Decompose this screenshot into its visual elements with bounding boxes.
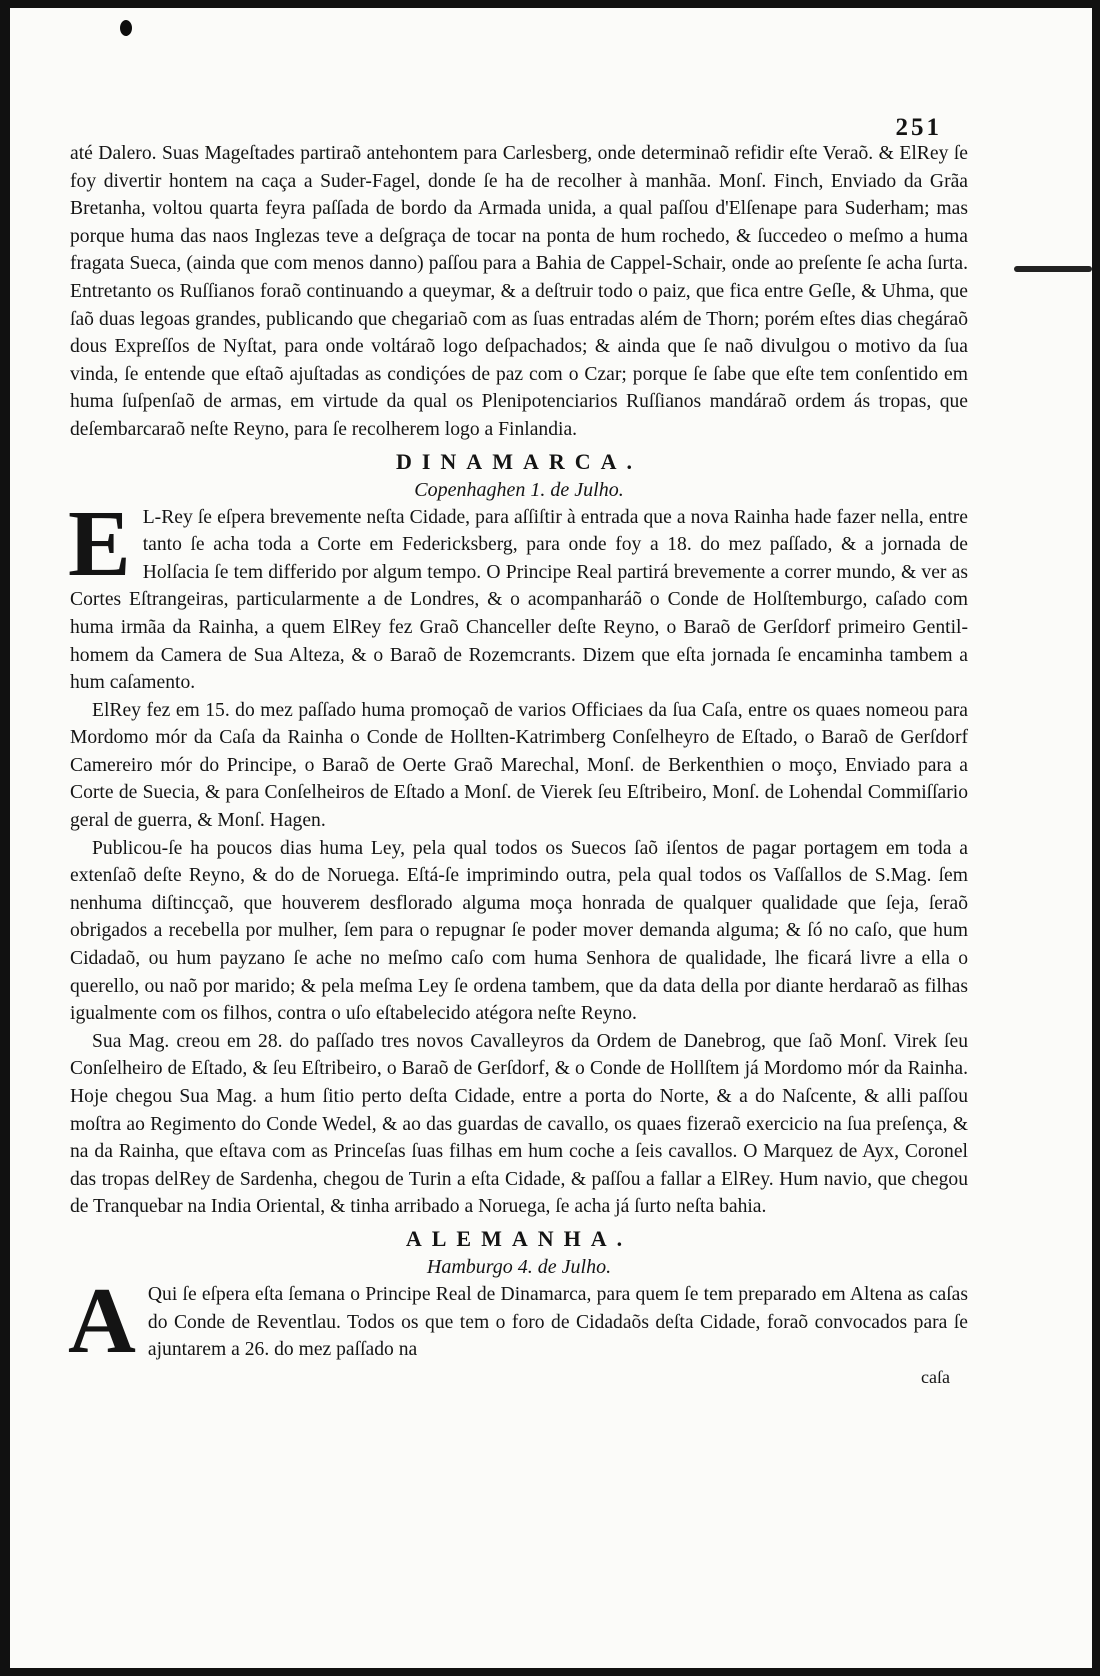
paragraph-alemanha-1 [68, 1268, 968, 1373]
newspaper-page [10, 8, 1092, 1668]
scan-border-top [0, 0, 1100, 8]
paragraph-dinamarca-3: Publicou-ſe ha poucos dias huma Ley, pela qual todos os Suecos ſaõ iſentos de pagar portagem em toda a extenſaõ deſte Reyno, & do de Noruega. Eſtá-ſe imprimindo outra, pela qual todos os Vaſſallos de S.Mag. ſem nenhuma diſtincçaõ, que houverem desflorado alguma moça honrada de qualquer qualidade que ſeja, ſeraõ obrigados a recebella por mulher, ſem para o repugnar ſe poder mover demanda alguma; & ſó no caſo, que hum Cidadaõ, ou hum payzano ſe ache no meſmo caſo com huma Senhora de qualidade, lhe ficará livre a ella o querello, ou naõ por marido; & pela meſma Ley ſe ordena tambem, que da data della por diante herdaraõ as filhas igualmente com os filhos, contra o uſo eſtabelecido atégora neſte Reyno. [70, 837, 968, 1025]
paragraph-dinamarca-4: Sua Mag. creou em 28. do paſſado tres novos Cavalleyros da Ordem de Danebrog, que ſaõ Monſ. Virek ſeu Conſelheiro de Eſtado, & ſeu Eſtribeiro, o Baraõ de Gerſdorf, & o Conde de Hollſtem já Mordomo mór da Rainha. Hoje chegou Sua Mag. a hum ſitio perto deſta Cidade, entre a porta do Norte, & a do Naſcente, & alli paſſou moſtra ao Regimento do Conde Wedel, & ao das guardas de cavallo, os quaes fizeraõ exercicio na ſua preſença, & na da Rainha, que eſtava com as Princeſas ſuas filhas em hum coche a ſeis cavallos. O Marquez de Ayx, Coronel das tropas delRey de Sardenha, chegou de Turin a eſta Cidade, & paſſou a fallar a ElRey. Hum navio, que chegou de Tranquebar na India Oriental, & tinha arribado a Noruega, ſe acha já ſurto neſta bahia. [70, 1030, 968, 1218]
paragraph-text: L-Rey ſe eſpera brevemente neſta Cidade, para aſſiſtir à entrada que a nova Rainha hade fazer nella, entre tanto ſe acha toda a Corte em Federicksberg, para onde foy a 18. do mez paſſado, & a jornada de Holſacia ſe tem differido por algum tempo. O Principe Real partirá brevemente a correr mundo, & ver as Cortes Eſtrangeiras, particularmente a de Londres, & o acompanharáõ o Conde de Holſtemburgo, caſado com huma irmãa da Rainha, a quem ElRey fez Graõ Chanceller deſte Reyno, o Baraõ de Gerſdorf primeiro Gentil-homem da Camera de Sua Alteza, & o Baraõ de Rozemcrants. Dizem que eſta jornada ſe encaminha tambem a hum caſamento. [70, 506, 968, 694]
catchword: caſa [921, 1366, 950, 1387]
paragraph-dinamarca-1 [68, 491, 968, 697]
dateline-hamburgo: Hamburgo 4. de Julho. [426, 1255, 612, 1278]
section-heading-dinamarca: DINAMARCA. [395, 448, 643, 474]
ink-blot [120, 20, 132, 36]
dateline-copenhaghen: Copenhaghen 1. de Julho. [414, 478, 624, 501]
page-number: 251 [895, 114, 942, 141]
scan-border-bottom [0, 1668, 1100, 1676]
scan-border-right [1092, 0, 1100, 1676]
drop-cap-a: A [68, 1268, 136, 1373]
paragraph-text: Qui ſe eſpera eſta ſemana o Principe Real de Dinamarca, para quem ſe tem preparado em Altena as caſas do Conde de Reventlau. Todos os que tem o foro de Cidadaõs deſta Cidade, foraõ convocados para ſe ajuntarem a 26. do mez paſſado na [147, 1283, 968, 1361]
margin-mark [1014, 266, 1092, 272]
section-heading-alemanha: ALEMANHA. [405, 1225, 633, 1251]
scan-border-left [0, 0, 10, 1676]
opening-paragraph: até Dalero. Suas Mageſtades partiraõ antehontem para Carlesberg, onde determinaõ refidir eſte Veraõ. & ElRey ſe foy divertir hontem na caça a Suder-Fagel, donde ſe ha de recolher à manhãa. Monſ. Finch, Enviado da Grãa Bretanha, voltou quarta feyra paſſada de bordo da Armada unida, a qual paſſou d'Elſenape para Suderham; mas porque huma das naos Inglezas teve a deſgraça de tocar na ponta de hum rochedo, & ſuccedeo o meſmo a huma fragata Sueca, (ainda que com menos danno) paſſou para a Bahia de Cappel-Schair, onde ao preſente ſe acha ſurta. Entretanto os Ruſſianos foraõ continuando a queymar, & a deſtruir todo o paiz, que fica entre Geſle, & Uhma, que ſaõ duas legoas grandes, publicando que chegariaõ com as ſuas entradas além de Thorn; porém eſtes dias chegáraõ dous Expreſſos de Nyſtat, para onde voltáraõ logo deſpachados; & ainda que ſe naõ divulgou o motivo da ſua vinda, ſe entende que eſtaõ ajuſtadas as condiçóes de paz com o Czar; porque ſe ſabe que eſte tem conſentido em huma ſuſpenſaõ de armas, em virtude da qual os Plenipotenciarios Ruſſianos mandáraõ ordem ás tropas, que deſembarcaraõ neſte Reyno, para ſe recolherem logo a Finlandia. [70, 143, 968, 440]
article-body [70, 140, 968, 1388]
drop-cap-e: E [68, 491, 131, 596]
paragraph-dinamarca-2: ElRey fez em 15. do mez paſſado huma promoçaõ de varios Officiaes da ſua Caſa, entre os quaes nomeou para Mordomo mór da Caſa da Rainha o Conde de Hollten-Katrimberg Conſelheyro de Eſtado, o Baraõ de Gerſdorf Camereiro mór do Principe, o Baraõ de Oerte Graõ Marechal, Monſ. de Berkenthien o moço, Enviado para a Corte de Suecia, & para Conſelheiros de Eſtado a Monſ. de Vierek ſeu Eſtribeiro, Monſ. de Lohendal Commiſſario geral de guerra, & Monſ. Hagen. [70, 699, 968, 832]
